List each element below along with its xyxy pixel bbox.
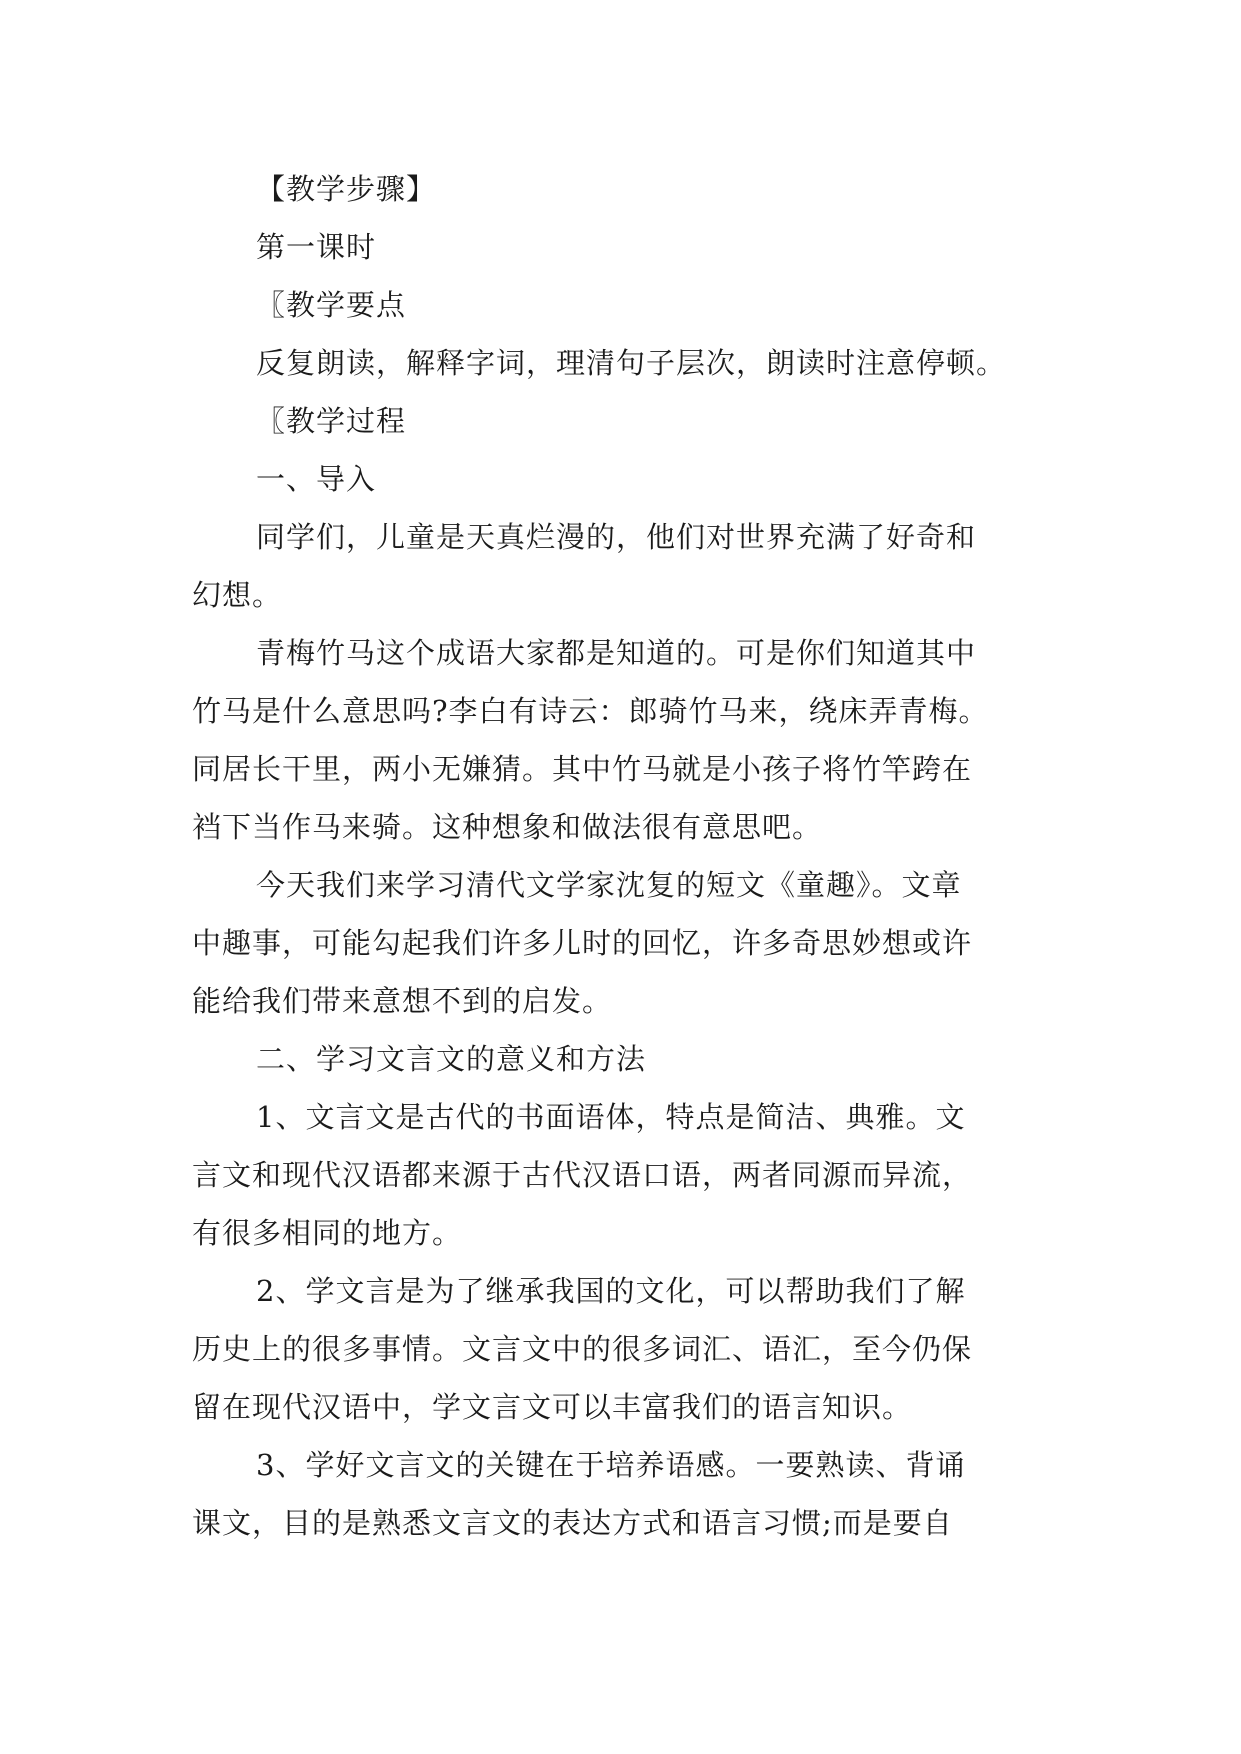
teaching-points-text: 反复朗读，解释字词，理清句子层次，朗读时注意停顿。: [256, 346, 1007, 380]
paragraph-line: 课文，目的是熟悉文言文的表达方式和语言习惯;而是要自: [192, 1506, 953, 1540]
paragraph-line: 竹马是什么意思吗?李白有诗云：郎骑竹马来，绕床弄青梅。: [192, 694, 989, 728]
paragraph-line: 同学们，儿童是天真烂漫的，他们对世界充满了好奇和: [256, 520, 977, 554]
lesson-period-heading: 第一课时: [256, 230, 377, 264]
paragraph-line: 同居长干里，两小无嫌猜。其中竹马就是小孩子将竹竿跨在: [192, 752, 973, 786]
section-heading-classical-chinese: 二、学习文言文的意义和方法: [256, 1042, 647, 1076]
paragraph-line: 青梅竹马这个成语大家都是知道的。可是你们知道其中: [256, 636, 977, 670]
paragraph-line: 1、文言文是古代的书面语体，特点是简洁、典雅。文: [256, 1100, 966, 1134]
document-body: [192, 160, 1072, 1552]
paragraph-line: 留在现代汉语中，学文言文可以丰富我们的语言知识。: [192, 1390, 913, 1424]
paragraph-line: 2、学文言是为了继承我国的文化，可以帮助我们了解: [256, 1274, 966, 1308]
paragraph-line: 历史上的很多事情。文言文中的很多词汇、语汇，至今仍保: [192, 1332, 973, 1366]
paragraph-line: 3、学好文言文的关键在于培养语感。一要熟读、背诵: [256, 1448, 966, 1482]
paragraph-line: 有很多相同的地方。: [192, 1216, 463, 1250]
teaching-process-heading: 〖教学过程: [256, 404, 407, 438]
paragraph-line: 幻想。: [192, 578, 283, 612]
paragraph-line: 今天我们来学习清代文学家沈复的短文《童趣》。文章: [256, 868, 962, 902]
paragraph-line: 能给我们带来意想不到的启发。: [192, 984, 613, 1018]
teaching-points-heading: 〖教学要点: [256, 288, 407, 322]
paragraph-line: 裆下当作马来骑。这种想象和做法很有意思吧。: [192, 810, 823, 844]
paragraph-line: 言文和现代汉语都来源于古代汉语口语，两者同源而异流，: [192, 1158, 973, 1192]
paragraph-line: 中趣事，可能勾起我们许多儿时的回忆，许多奇思妙想或许: [192, 926, 973, 960]
section-heading-teaching-steps: 【教学步骤】: [256, 172, 437, 206]
intro-heading: 一、导入: [256, 462, 377, 496]
